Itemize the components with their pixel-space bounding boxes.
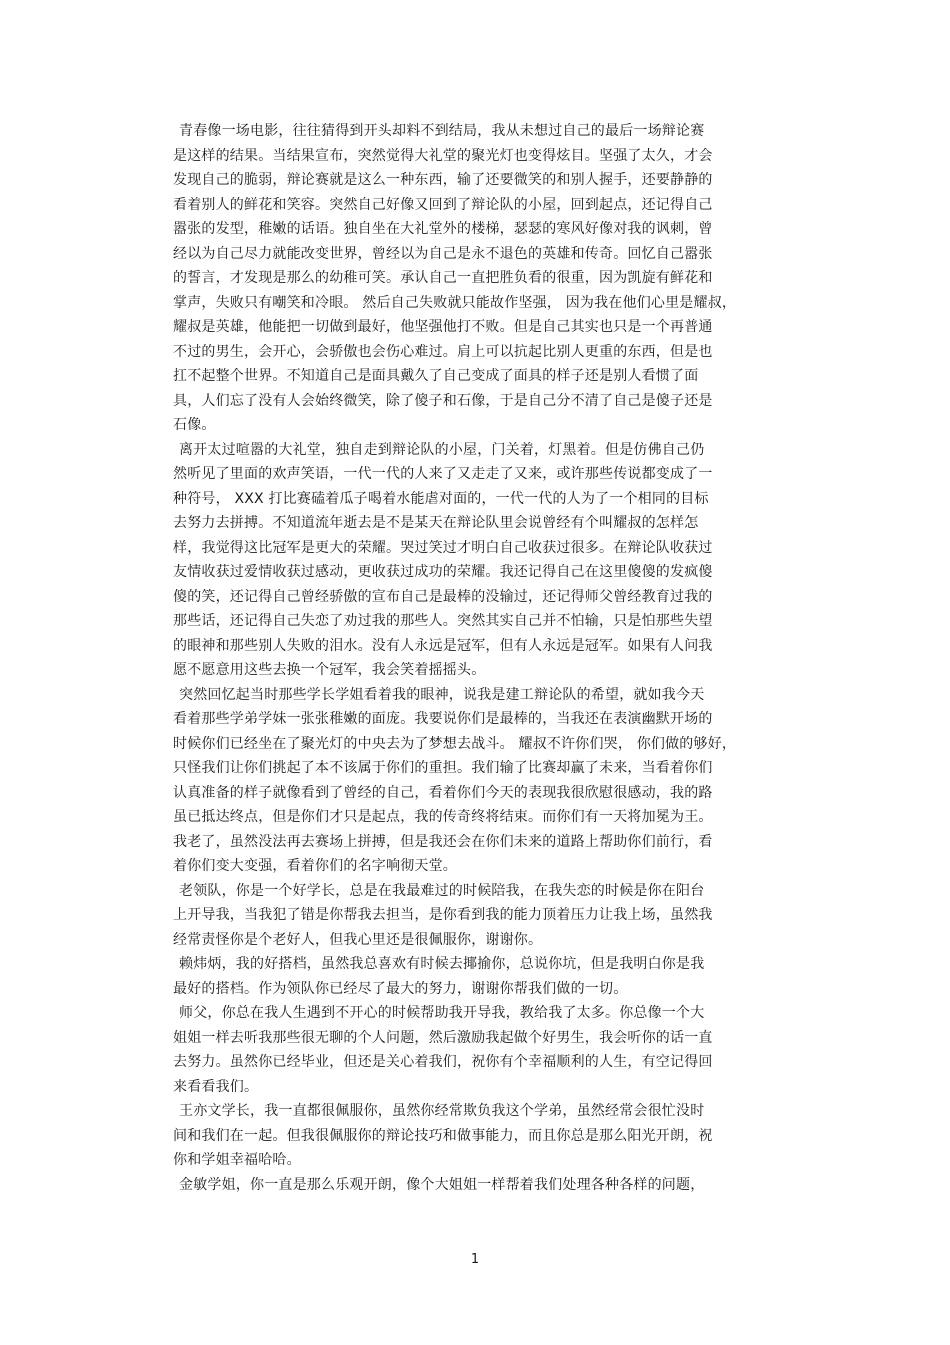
text-line: 来看看我们。	[173, 1078, 259, 1095]
text-line: 你和学姐幸福哈哈。	[173, 1152, 301, 1168]
text-line: 耀叔是英雄，他能把一切做到最好，他坚强他打不败。但是自己其实也只是一个再普通	[173, 319, 713, 335]
text-line: 时候你们已经坐在了聚光灯的中央去为了梦想去战斗。 耀叔不许你们哭， 你们做的够好，	[173, 735, 737, 752]
paragraph	[173, 1001, 783, 1099]
text-line: 间和我们在一起。但我很佩服你的辩论技巧和做事能力，而且你总是那么阳光开朗，祝	[173, 1127, 713, 1144]
text-line: 我老了，虽然没法再去赛场上拼搏，但是我还会在你们未来的道路上帮助你们前行，看	[173, 833, 713, 850]
text-line: 那些话，还记得自己失恋了劝过我的那些人。突然其实自己并不怕输，只是怕那些失望	[173, 613, 713, 629]
text-line: 虽已抵达终点，但是你们才只是起点，我的传奇终将结束。而你们有一天将加冕为王。	[173, 809, 713, 825]
text-line: 看着那些学弟学妹一张张稚嫩的面庞。我要说你们是最棒的，当我还在表演幽默开场的	[173, 711, 713, 727]
text-line: 的眼神和那些别人失败的泪水。没有人永远是冠军，但有人永远是冠军。如果有人问我	[173, 637, 713, 654]
paragraph	[173, 438, 783, 683]
text-line: 扛不起整个世界。不知道自己是面具戴久了自己变成了面具的样子还是别人看惯了面	[173, 368, 699, 384]
text-line: 姐姐一样去听我那些很无聊的个人问题，然后激励我起做个好男生，我会听你的话一直	[173, 1029, 713, 1046]
page-number: 1	[470, 1252, 480, 1267]
text-line: 愿不愿意用这些去换一个冠军，我会笑着摇摇头。	[173, 662, 486, 678]
text-line: 傻的笑，还记得自己曾经骄傲的宣布自己是最棒的没输过，还记得师父曾经教育过我的	[173, 588, 713, 605]
text-line: 着你们变大变强，看着你们的名字响彻天堂。	[173, 858, 457, 874]
text-line: 赖炜炳，我的好搭档，虽然我总喜欢有时候去揶揄你，总说你坑，但是我明白你是我	[179, 956, 705, 972]
text-line: 金敏学姐，你一直是那么乐观开朗，像个大姐姐一样帮着我们处理各种各样的问题，	[179, 1176, 705, 1193]
text-line: 不过的男生，会开心，会骄傲也会伤心难过。肩上可以抗起比别人更重的东西，但是也	[173, 343, 713, 360]
text-line: 青春像一场电影，往往猜得到开头却料不到结局，我从未想过自己的最后一场辩论赛	[179, 123, 705, 139]
paragraph	[173, 1173, 783, 1198]
text-line: 种符号， XXX 打比赛磕着瓜子喝着水能虐对面的，一代一代的人为了一个相同的目标	[173, 490, 709, 507]
paragraph	[173, 1099, 783, 1173]
text-line: 王亦文学长，我一直都很佩服你，虽然你经常欺负我这个学弟，虽然经常会很忙没时	[179, 1103, 705, 1119]
body-text	[173, 119, 783, 1197]
text-line: 看着别人的鲜花和笑容。突然自己好像又回到了辩论队的小屋，回到起点，还记得自己	[173, 196, 713, 213]
paragraph	[173, 119, 783, 438]
text-line: 经常责怪你是个老好人，但我心里还是很佩服你，谢谢你。	[173, 931, 543, 948]
paragraph	[173, 683, 783, 879]
text-line: 然听见了里面的欢声笑语，一代一代的人来了又走走了又来，或许那些传说都变成了一	[173, 466, 713, 482]
text-line: 最好的搭档。作为领队你已经尽了最大的努力，谢谢你帮我们做的一切。	[173, 980, 628, 997]
text-line: 发现自己的脆弱，辩论赛就是这么一种东西，输了还要微笑的和别人握手，还要静静的	[173, 172, 713, 188]
text-line: 的誓言，才发现是那么的幼稚可笑。承认自己一直把胜负看的很重，因为凯旋有鲜花和	[173, 270, 713, 286]
text-line: 突然回忆起当时那些学长学姐看着我的眼神，说我是建工辩论队的希望，就如我今天	[179, 686, 705, 703]
text-line: 掌声，失败只有嘲笑和冷眼。 然后自己失败就只能故作坚强， 因为我在他们心里是耀叔，	[173, 294, 737, 311]
text-line: 老领队，你是一个好学长，总是在我最难过的时候陪我，在我失恋的时候是你在阳台	[179, 882, 705, 899]
text-line: 友情收获过爱情收获过感动，更收获过成功的荣耀。我还记得自己在这里傻傻的发疯傻	[173, 564, 713, 580]
text-line: 去努力去拼搏。不知道流年逝去是不是某天在辩论队里会说曾经有个叫耀叔的怎样怎	[173, 515, 699, 531]
text-line: 师父，你总在我人生遇到不开心的时候帮助我开导我，教给我了太多。你总像一个大	[179, 1005, 705, 1021]
text-line: 石像。	[173, 417, 216, 433]
text-line: 经以为自己尽力就能改变世界，曾经以为自己是永不退色的英雄和传奇。回忆自己嚣张	[173, 245, 713, 262]
text-line: 去努力。虽然你已经毕业，但还是关心着我们，祝你有个幸福顺利的人生，有空记得回	[173, 1054, 713, 1070]
text-line: 具，人们忘了没有人会始终微笑，除了傻子和石像，于是自己分不清了自己是傻子还是	[173, 392, 713, 409]
paragraph	[173, 952, 783, 1001]
text-line: 离开太过喧嚣的大礼堂，独自走到辩论队的小屋，门关着，灯黑着。但是仿佛自己仍	[179, 441, 705, 458]
text-line: 认真准备的样子就像看到了曾经的自己，看着你们今天的表现我很欣慰很感动，我的路	[173, 784, 713, 801]
paragraph	[173, 879, 783, 953]
text-line: 样，我觉得这比冠军是更大的荣耀。哭过笑过才明白自己收获过很多。在辩论队收获过	[173, 539, 713, 556]
text-line: 是这样的结果。当结果宣布，突然觉得大礼堂的聚光灯也变得炫目。坚强了太久，才会	[173, 147, 713, 164]
text-line: 上开导我，当我犯了错是你帮我去担当，是你看到我的能力顶着压力让我上场，虽然我	[173, 907, 713, 923]
text-line: 嚣张的发型，稚嫩的话语。独自坐在大礼堂外的楼梯，瑟瑟的寒风好像对我的讽刺，曾	[173, 221, 713, 237]
text-line: 只怪我们让你们挑起了本不该属于你们的重担。我们输了比赛却赢了未来，当看着你们	[173, 760, 713, 776]
